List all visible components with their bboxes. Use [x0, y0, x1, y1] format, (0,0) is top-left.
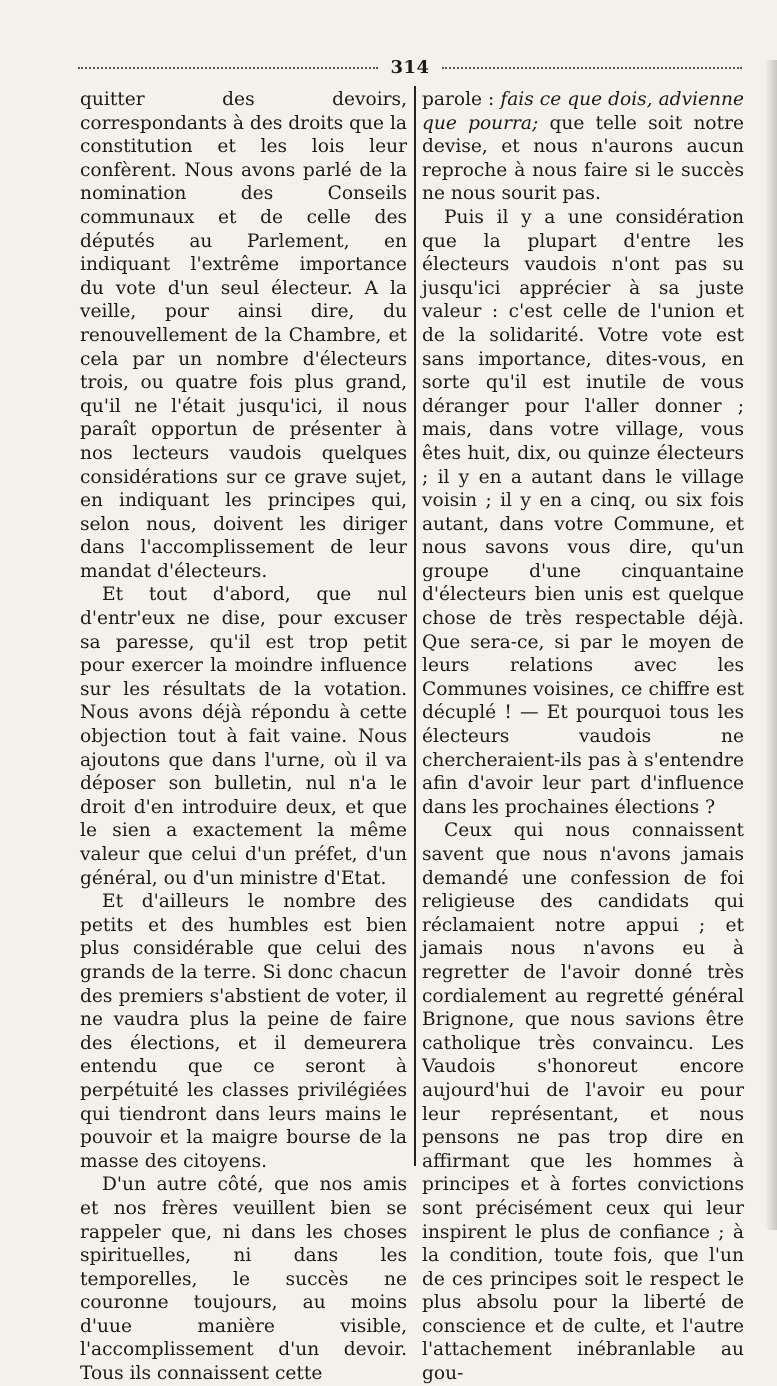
left-paragraph-1: quitter des devoirs, correspondants à des droits que la constitution et les lois leur confèrent. Nous avons parlé de la nomination des Conseils communaux et de celle des députés au Parlement, en indiquant l'extrême importance du vote d'un seul électeur. A la veille, pour ainsi dire, du renouvellement de la Chambre, et cela par un nombre d'électeurs trois, ou quatre fois plus grand, qu'il ne l'était jusqu'ici, il nous paraît opportun de présenter à nos lecteurs vaudois quelques considérations sur ce grave sujet, en indiquant les principes qui, selon nous, doivent les diriger dans l'accomplissement de leur mandat d'électeurs. — [80, 89, 407, 582]
right-column — [422, 88, 744, 1386]
right-paragraph-1 — [422, 88, 744, 206]
left-paragraph-2: Et tout d'abord, que nul d'entr'eux ne dise, pour excuser sa paresse, qu'il est trop petit pour exercer la moindre influence sur les résultats de la votation. Nous avons déjà répondu à cette objection tout à fait vaine. Nous ajoutons que dans l'urne, où il va déposer son bulletin, nul n'a le droit d'en introduire deux, et que le sien a exactement la même valeur que celui d'un préfet, d'un général, ou d'un ministre d'Etat. — [80, 584, 407, 889]
left-paragraph-4: D'un autre côté, que nos amis et nos frères veuillent bien se rappeler que, ni dans les choses spirituelles, ni dans les temporelles, le succès ne couronne toujours, au moins d'uue manière visible, l'accomplissement d'un devoir. Tous ils connaissent cette — [80, 1174, 407, 1385]
page-header — [78, 56, 742, 80]
left-paragraph-3: Et d'ailleurs le nombre des petits et des humbles est bien plus considérable que celui des grands de la terre. Si donc chacun des premiers s'abstient de voter, il ne vaudra plus la peine de faire des élections, et il demeurera entendu que ce seront à perpétuité les classes privilégiées qui tiendront dans leurs mains le pouvoir et la maigre bourse de la masse des citoyens. — [80, 891, 407, 1172]
page-number: 314 — [390, 57, 430, 78]
column-divider — [414, 86, 416, 1166]
right-paragraph-2: Puis il y a une considération que la plupart d'entre les électeurs vaudois n'ont pas su jusqu'ici apprécier à sa juste valeur : c'est celle de l'union et de la solidarité. Votre vote est sans importance, dites-vous, en sorte qu'il est inutile de vous déranger pour l'aller donner ; mais, dans votre village, vous êtes huit, dix, ou quinze électeurs ; il y en a autant dans le village voisin ; il y en a cinq, ou six fois autant, dans votre Commune, et nous savons vous dire, qu'un groupe d'une cinquantaine d'électeurs bien unis est quelque chose de très respectable déjà. Que sera-ce, si par le moyen de leurs relations avec les Communes voisines, ce chiffre est décuplé ! — Et pourquoi tous les électeurs vaudois ne chercheraient-ils pas à s'entendre afin d'avoir leur part d'influence dans les prochaines élections ? — [422, 206, 744, 818]
page-edge-shadow — [765, 60, 777, 1230]
right-paragraph-1-lead: parole : — [422, 89, 501, 110]
left-column — [80, 88, 407, 1386]
right-paragraph-1-quote: fais ce que dois, advienne que pourra; — [422, 89, 744, 134]
right-paragraph-3: Ceux qui nous connaissent savent que nous n'avons jamais demandé une confession de foi religieuse des candidats qui réclamaient notre appui ; et jamais nous n'avons eu à regretter de l'avoir donné très cordialement au regretté général Brignone, que nous savions être catholique très convaincu. Les Vaudois s'honoreut encore aujourd'hui de l'avoir eu pour leur représentant, et nous pensons ne pas trop dire en affirmant que les hommes à principes et à fortes convictions sont précisément ceux qui leur inspirent le plus de confiance ; à la condition, toute fois, que l'un de ces principes soit le respect le plus absolu pour la liberté de conscience et de culte, et l'autre l'attachement inébranlable au gou- — [422, 820, 744, 1385]
right-paragraph-1-rest: que telle soit notre devise, et nous n'aurons aucun reproche à nous faire si le succès ne nous sourit pas. — [422, 112, 744, 205]
header-rule-right — [442, 67, 742, 69]
